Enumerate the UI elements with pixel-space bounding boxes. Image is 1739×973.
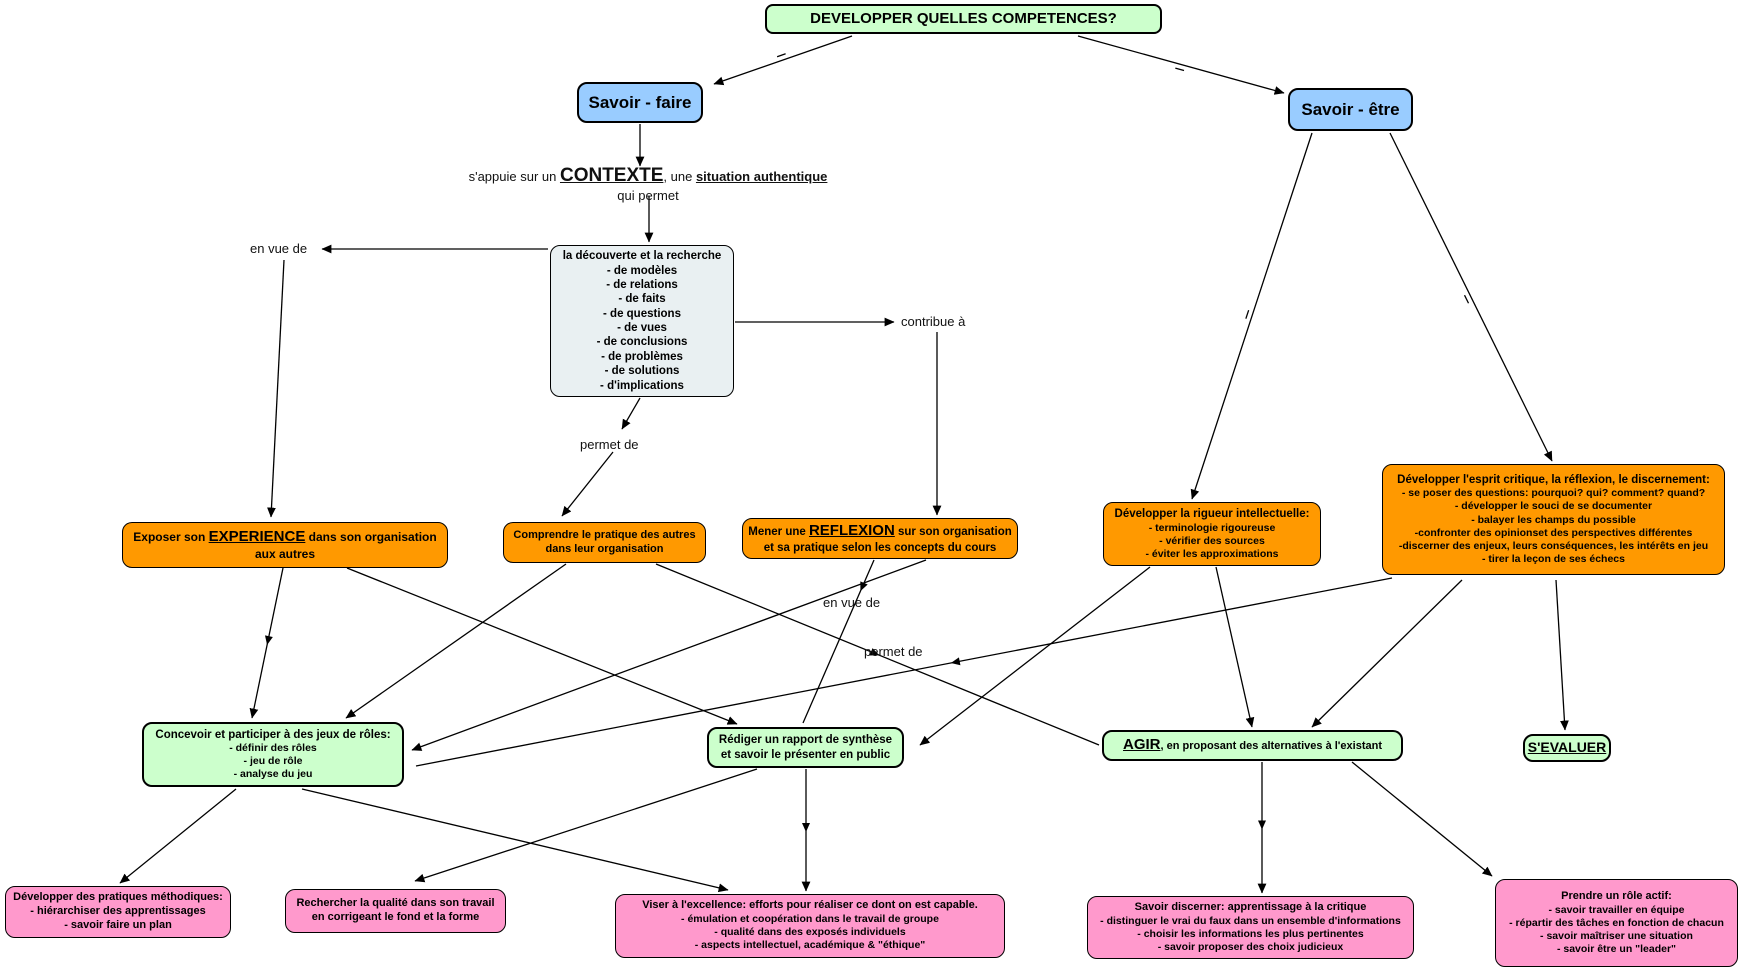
node-line: Rechercher la qualité dans son travail [296,897,495,910]
list-item: - répartir des tâches en fonction de chacun [1509,916,1724,929]
contexte-em1: CONTEXTE [559,165,664,186]
node-rigueur-intellectuelle[interactable] [1103,502,1321,566]
exposer-p1: Exposer son [133,530,209,545]
list-item: - savoir être un "leader" [1556,943,1677,955]
node-rediger-rapport[interactable] [707,727,904,768]
node-line: S'EVALUER [1527,739,1607,756]
link-label-contexte[interactable] [398,165,898,203]
node-agir[interactable] [1102,730,1403,761]
node-line [1123,736,1382,755]
node-line: dans leur organisation [545,542,664,555]
list-item: - de vues [617,322,667,334]
list-item: - de solutions [604,365,680,378]
contexte-p2: , une [663,169,696,184]
mener-p2: sur son organisation [894,525,1012,538]
node-line: aux autres [254,546,316,561]
node-savoir-faire[interactable]: Savoir - faire [577,82,703,123]
node-main-title[interactable]: DEVELOPPER QUELLES COMPETENCES? [765,4,1162,34]
node-title: Viser à l'excellence: efforts pour réaliser ce dont on est capable. [642,899,978,912]
node-title: Prendre un rôle actif: [1561,889,1672,902]
list-item: - distinguer le vrai du faux dans un ensemble d'informations [1100,914,1401,927]
list-item: - qualité dans des exposés individuels [714,926,906,939]
list-item: - de modèles [606,264,678,277]
list-item: - savoir faire un plan [64,918,172,931]
list-item: - se poser des questions: pourquoi? qui? comment? quand? [1401,487,1706,500]
exposer-p2: dans son organisation [305,530,437,545]
list-item: - développer le souci de se documenter [1454,500,1653,513]
node-pratiques-methodiques[interactable] [5,886,231,938]
link-label-en-vue-de-mid[interactable]: en vue de [823,595,881,610]
list-item: - de questions [603,307,681,320]
node-comprendre-pratique[interactable] [503,522,706,563]
link-label-en-vue-de-top[interactable]: en vue de [250,241,308,256]
node-savoir-etre[interactable]: Savoir - être [1288,88,1413,131]
node-role-actif[interactable] [1495,879,1738,967]
list-item: - jeu de rôle [243,755,303,768]
list-item: - émulation et coopération dans le travail de groupe [681,913,939,926]
list-item: - d'implications [600,379,684,392]
mener-em: REFLEXION [808,521,895,539]
list-item: - vérifier des sources [1159,534,1265,547]
list-item: -confronter des opinionset des perspectives différentes [1414,526,1693,539]
contexte-line1 [398,165,898,187]
list-item: - éviter les approximations [1145,547,1279,560]
node-line [133,528,436,547]
node-line: Comprendre le pratique des autres [513,528,696,541]
mener-p1: Mener une [748,525,809,538]
contexte-p1: s'appuie sur un [468,169,560,184]
node-line: et savoir le présenter en public [720,748,891,761]
node-line: en corrigeant le fond et la forme [311,911,480,923]
node-savoir-discerner[interactable] [1087,896,1414,959]
list-item: - analyse du jeu [233,768,313,781]
node-viser-excellence[interactable] [615,894,1005,958]
list-item: - savoir travailler en équipe [1548,903,1685,916]
node-exposer-experience[interactable] [122,522,448,568]
exposer-em: EXPERIENCE [208,528,306,546]
node-title: Développer la rigueur intellectuelle: [1114,508,1310,521]
list-item: - définir des rôles [229,742,317,754]
node-mener-reflexion[interactable] [742,518,1018,559]
node-line: Rédiger un rapport de synthèse [718,734,893,747]
list-item: - tirer la leçon de ses échecs [1482,552,1625,565]
node-jeux-de-roles[interactable] [142,722,404,787]
agir-em: AGIR [1123,736,1161,754]
link-label-contribue-a[interactable]: contribue à [901,314,966,329]
list-item: - terminologie rigoureuse [1148,521,1276,534]
node-line [748,522,1012,541]
list-item: - de relations [606,278,678,291]
link-label-permet-de-mid[interactable]: permet de [864,644,923,659]
list-item: - aspects intellectuel, académique & "éthique" [694,939,926,952]
node-title: Développer des pratiques méthodiques: [13,891,223,904]
list-item: - balayer les champs du possible [1471,513,1636,526]
node-title: Développer l'esprit critique, la réflexion, le discernement: [1397,473,1710,486]
node-title: Savoir discerner: apprentissage à la critique [1134,900,1367,913]
list-item: -discerner des enjeux, leurs conséquences, les intérêts en jeu [1398,539,1709,552]
node-decouverte-title: la découverte et la recherche [562,250,722,263]
node-sevaluer[interactable] [1523,734,1611,762]
node-title: Concevoir et participer à des jeux de rôles: [155,728,391,741]
list-item: - savoir maîtriser une situation [1540,929,1693,942]
node-rechercher-qualite[interactable] [285,889,506,933]
node-line: et sa pratique selon les concepts du cours [763,541,997,554]
agir-p2: , en proposant des alternatives à l'existant [1160,740,1382,753]
contexte-line2: qui permet [617,188,679,203]
list-item: - hiérarchiser des apprentissages [30,905,206,918]
node-decouverte[interactable] [550,245,734,397]
list-item: - de problèmes [601,350,683,363]
node-esprit-critique[interactable] [1382,464,1725,575]
link-label-permet-de-top[interactable]: permet de [580,437,639,452]
list-item: - de conclusions [596,336,688,349]
list-item: - choisir les informations les plus pertinentes [1137,927,1364,940]
contexte-em2: situation authentique [695,169,828,184]
list-item: - de faits [618,293,666,306]
list-item: - savoir proposer des choix judicieux [1157,940,1344,953]
